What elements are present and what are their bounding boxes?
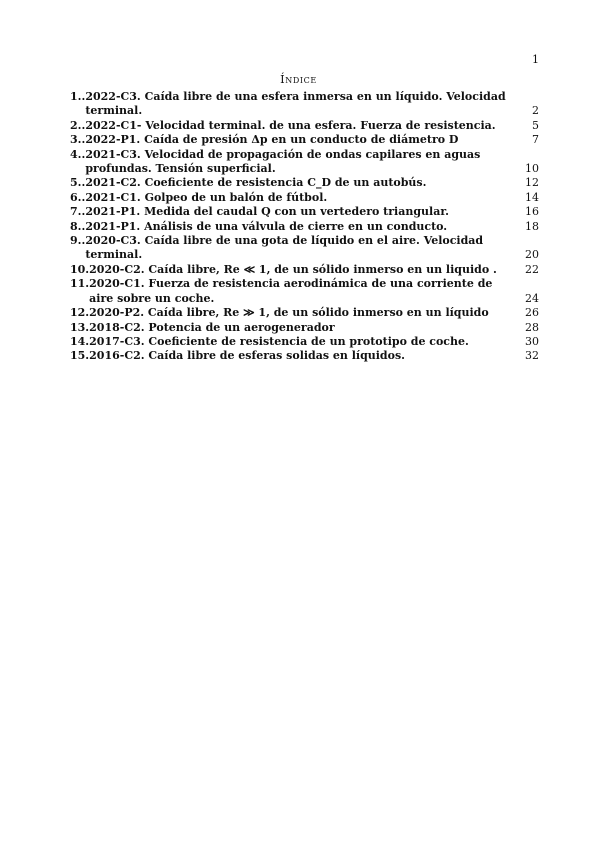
toc-entry-8[interactable]: [70, 220, 539, 234]
toc-entry-page: 32: [525, 349, 539, 363]
toc-entry-title: 2020-P2. Caída libre, Re ≫ 1, de un sólido inmerso en un líquido: [89, 306, 489, 320]
toc-entry-15[interactable]: [70, 349, 539, 363]
toc-entry-number: 4..: [70, 147, 86, 161]
toc-entry-title: 2021-P1. Análisis de una válvula de cierre en un conducto.: [85, 219, 448, 233]
toc-entry-11[interactable]: [70, 277, 539, 306]
toc-entry-title: 2021-C3. Velocidad de propagación de ondas capilares en aguas profundas. Tensión superficial.: [85, 147, 481, 176]
toc-entry-title: 2021-P1. Medida del caudal Q con un vertedero triangular.: [85, 205, 449, 219]
toc-entry-14[interactable]: [70, 335, 539, 349]
toc-entry-7[interactable]: [70, 205, 539, 219]
toc-entry-5[interactable]: [70, 176, 539, 190]
toc-entry-page: 28: [525, 320, 539, 334]
toc-entry-number: 10.: [70, 262, 90, 276]
page-number: 1: [532, 53, 539, 66]
table-of-contents: [70, 90, 539, 364]
toc-entry-number: 5..: [70, 176, 86, 190]
toc-entry-page: 14: [525, 190, 539, 204]
toc-entry-title: 2021-C1. Golpeo de un balón de fútbol.: [85, 190, 328, 204]
toc-entry-title: 2018-C2. Potencia de un aerogenerador: [89, 320, 335, 334]
toc-title: Índice: [280, 72, 317, 86]
toc-entry-1[interactable]: [70, 90, 539, 119]
toc-entry-number: 6..: [70, 190, 86, 204]
toc-entry-title: 2022-C3. Caída libre de una esfera inmersa en un líquido. Velocidad terminal.: [85, 90, 506, 118]
toc-entry-page: 26: [525, 306, 539, 320]
toc-entry-page: 2: [532, 104, 539, 118]
toc-entry-9[interactable]: [70, 234, 539, 263]
toc-entry-page: 24: [525, 291, 539, 305]
toc-entry-page: 16: [525, 205, 539, 219]
toc-entry-title: 2017-C3. Coeficiente de resistencia de un prototipo de coche.: [89, 334, 469, 348]
toc-entry-number: 9..: [70, 234, 86, 248]
toc-entry-page: 5: [532, 118, 539, 132]
toc-entry-page: 30: [525, 334, 539, 348]
toc-entry-3[interactable]: [70, 133, 539, 147]
toc-entry-title: 2016-C2. Caída libre de esferas solidas en líquidos.: [89, 349, 405, 363]
toc-entry-title: 2022-P1. Caída de presión Δp en un conducto de diámetro D: [85, 133, 459, 147]
toc-entry-number: 8..: [70, 219, 86, 233]
toc-entry-title: 2020-C2. Caída libre, Re ≪ 1, de un sólido inmerso en un liquido .: [89, 262, 497, 276]
toc-entry-10[interactable]: [70, 263, 539, 277]
toc-entry-title: 2020-C3. Caída libre de una gota de líquido en el aire. Velocidad terminal.: [85, 234, 484, 262]
toc-entry-number: 2..: [70, 118, 86, 132]
toc-entry-page: 7: [532, 133, 539, 147]
toc-entry-2[interactable]: [70, 119, 539, 133]
toc-entry-title: 2020-C1. Fuerza de resistencia aerodinámica de una corriente de aire sobre un coche.: [89, 277, 493, 305]
toc-entry-number: 3..: [70, 133, 86, 147]
toc-entry-number: 15.: [70, 349, 90, 363]
toc-entry-page: 18: [525, 219, 539, 233]
toc-entry-number: 11.: [70, 277, 90, 291]
toc-entry-page: 10: [525, 162, 539, 176]
toc-entry-page: 12: [525, 176, 539, 190]
toc-entry-number: 1..: [70, 90, 86, 103]
toc-entry-6[interactable]: [70, 191, 539, 205]
toc-entry-page: 20: [525, 248, 539, 262]
toc-entry-number: 14.: [70, 334, 90, 348]
toc-entry-title: 2021-C2. Coeficiente de resistencia C_D de un autobús.: [85, 176, 427, 190]
toc-entry-title: 2022-C1- Velocidad terminal. de una esfera. Fuerza de resistencia.: [85, 118, 496, 132]
toc-entry-13[interactable]: [70, 321, 539, 335]
toc-entry-number: 7..: [70, 205, 86, 219]
toc-entry-number: 12.: [70, 306, 90, 320]
toc-entry-4[interactable]: [70, 148, 539, 177]
toc-entry-page: 22: [525, 262, 539, 276]
toc-entry-number: 13.: [70, 320, 90, 334]
toc-entry-12[interactable]: [70, 306, 539, 320]
